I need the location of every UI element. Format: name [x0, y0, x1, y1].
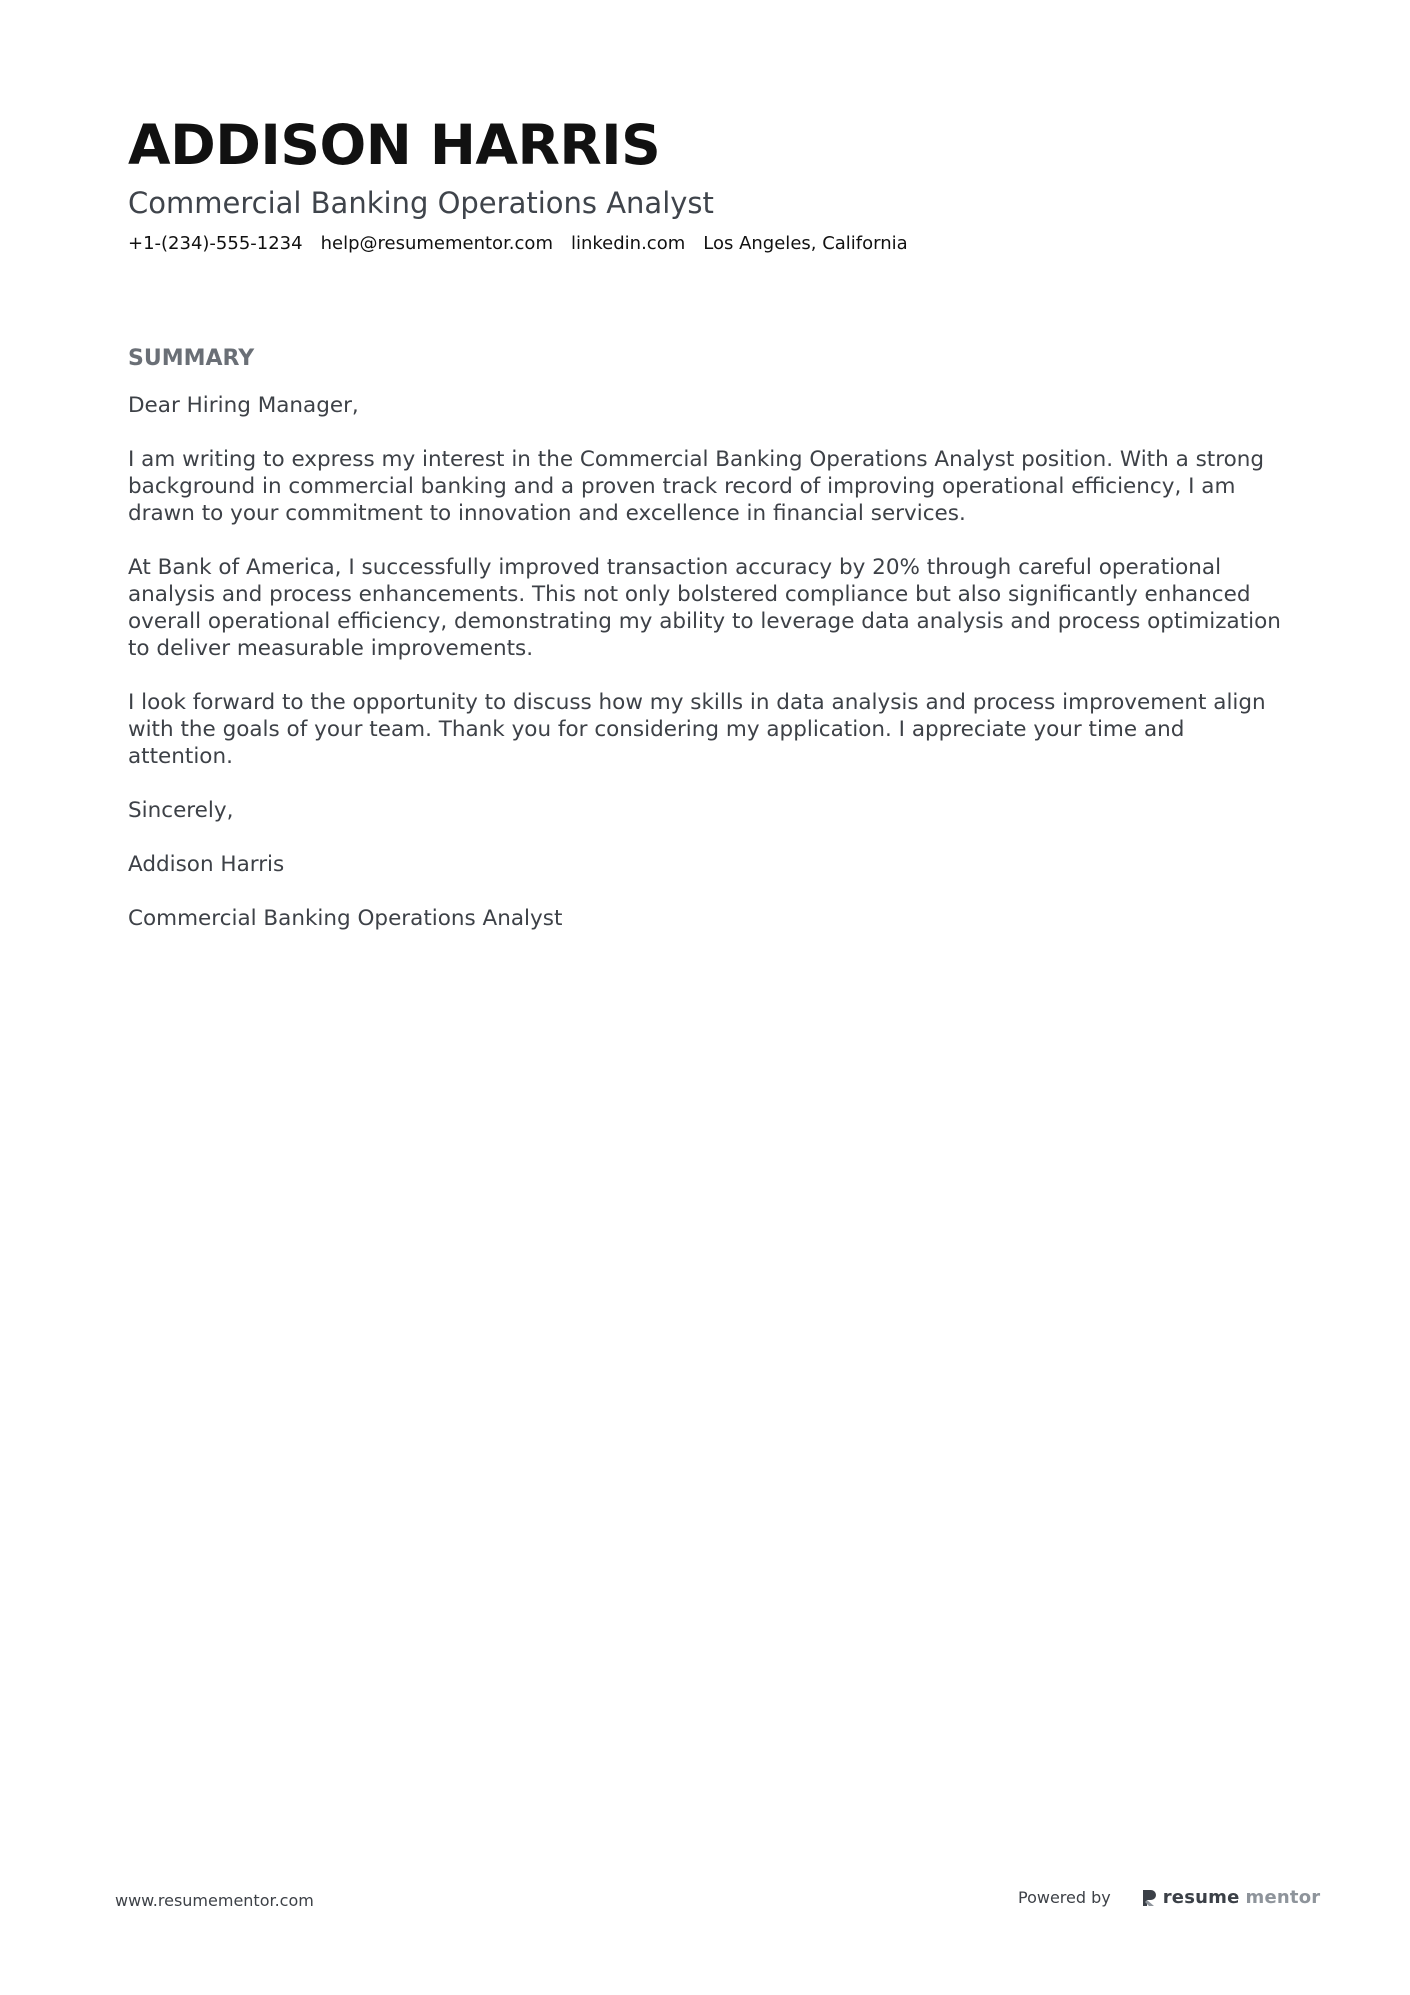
contact-info	[128, 232, 1288, 256]
contact-location: Los Angeles, California	[703, 233, 908, 254]
signature-title: Commercial Banking Operations Analyst	[128, 906, 563, 931]
closing: Sincerely,	[128, 798, 234, 823]
candidate-name: ADDISON HARRIS	[128, 113, 661, 177]
brand-name-part2: mentor	[1245, 1887, 1321, 1908]
salutation: Dear Hiring Manager,	[128, 393, 359, 418]
signature-name: Addison Harris	[128, 852, 285, 877]
letter-paragraph: I look forward to the opportunity to discuss how my skills in data analysis and process improvement align with the goals of your team. Thank you for considering my application. I appreciate your time and attention.	[128, 690, 1266, 769]
letter-paragraph: I am writing to express my interest in the Commercial Banking Operations Analyst position. With a strong background in commercial banking and a proven track record of improving operational efficiency, I am drawn to your commitment to innovation and excellence in financial services.	[128, 447, 1265, 526]
contact-phone: +1-(234)-555-1234	[128, 233, 303, 254]
header	[128, 112, 1288, 256]
footer-website: www.resumementor.com	[115, 1891, 314, 1910]
summary-section	[128, 344, 1288, 959]
letter-body	[128, 392, 1288, 932]
contact-linkedin: linkedin.com	[570, 233, 686, 254]
contact-email: help@resumementor.com	[320, 233, 553, 254]
resumementor-logo-icon	[1141, 1889, 1157, 1907]
powered-by-label: Powered by	[1018, 1888, 1111, 1907]
footer-branding	[1018, 1887, 1320, 1908]
letter-paragraph: At Bank of America, I successfully improved transaction accuracy by 20% through careful operational analysis and process enhancements. This not only bolstered compliance but also significantly enhanced overall operational efficiency, demonstrating my ability to leverage data analysis and process optimization to deliver measurable improvements.	[128, 555, 1281, 661]
job-title: Commercial Banking Operations Analyst	[128, 186, 714, 220]
section-heading: SUMMARY	[128, 346, 255, 371]
brand-name-part1: resume	[1162, 1887, 1240, 1908]
brand-logo	[1141, 1887, 1321, 1908]
